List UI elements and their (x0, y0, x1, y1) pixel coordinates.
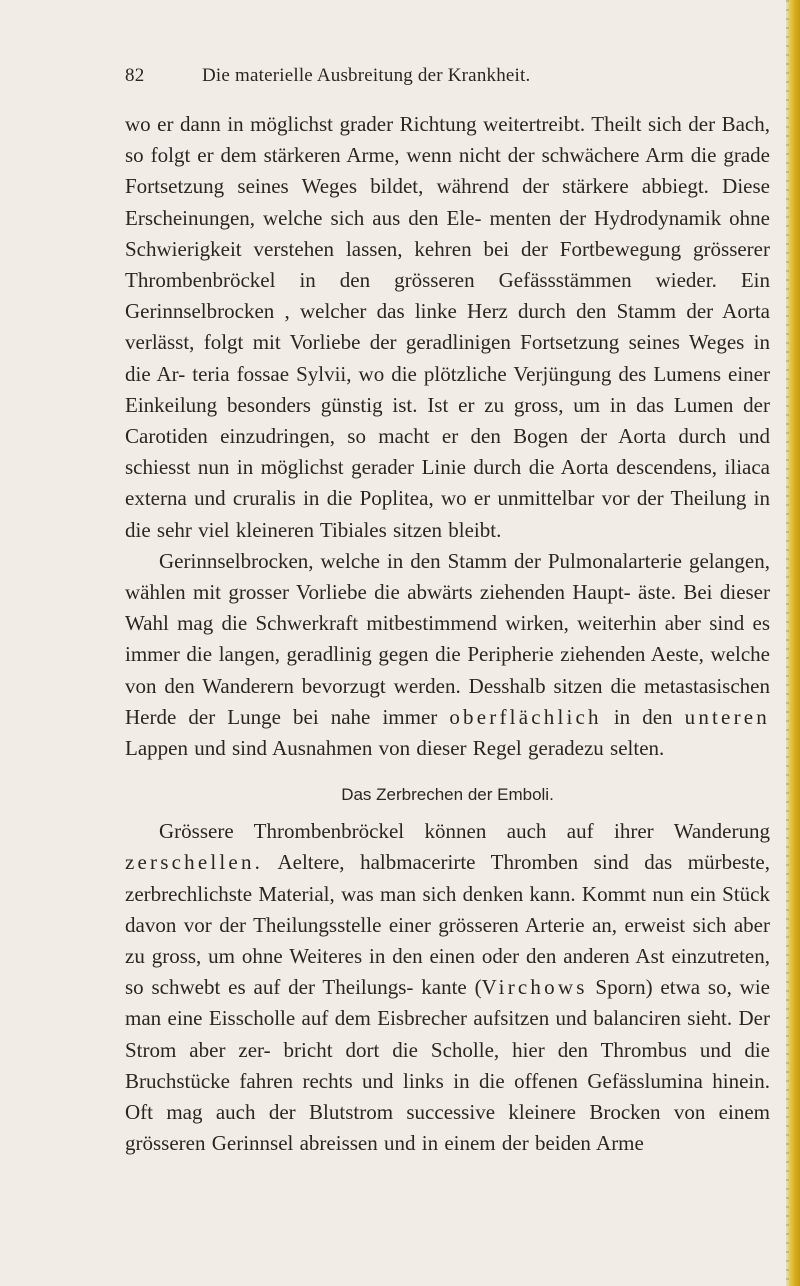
paragraph-2-text-b: in den (613, 704, 673, 729)
paragraph-2 (125, 546, 770, 764)
paragraph-2-text-a: Gerinnselbrocken, welche in den Stamm der Pulmonalarterie gelangen, wählen mit grosser Vorliebe die abwärts ziehenden Haupt- äste. Bei dieser Wahl mag die Schwerkraft mitbestimmend wirken, weiterhin aber sind es immer die langen, geradlinig gegen die Peripherie ziehenden Aeste, welche von den Wanderern bevorzugt werden. Desshalb sitzen die metastasischen Herde der Lunge bei nahe immer (125, 548, 770, 729)
body-text (125, 109, 770, 1160)
paragraph-3-text-b: Aeltere, halbmacerirte Thromben sind das mürbeste, zerbrechlichste Material, was man sich denken kann. Kommt nun ein Stück davon vor der Theilungsstelle einer grösseren Arterie an, erweist sich aber zu gross, um ohne Weiteres in den einen oder den anderen Ast einzutreten, so schwebt es auf der Theilungs- kante ( (125, 850, 770, 1000)
paragraph-3 (125, 816, 770, 1159)
emphasis-virchows: Virchows (481, 975, 588, 1000)
page-edge (786, 0, 800, 1286)
section-heading: Das Zerbrechen der Emboli. (341, 785, 554, 805)
paragraph-1-text: wo er dann in möglichst grader Richtung weitertreibt. Theilt sich der Bach, so folgt er dem stärkeren Arme, wenn nicht der schwächere Arm die grade Fortsetzung seines Weges bildet, während der stärkere abbiegt. Diese Erscheinungen, welche sich aus den Ele- menten der Hydrodynamik ohne Schwierigkeit verstehen lassen, kehren bei der Fortbewegung grösserer Thrombenbröckel in den grösseren Gefässstämmen wieder. Ein Gerinnselbrocken , welcher das linke Herz durch den Stamm der Aorta verlässt, folgt mit Vorliebe der geradlinigen Fortsetzung seines Weges in die Ar- teria fossae Sylvii, wo die plötzliche Verjüngung des Lumens einer Einkeilung besonders günstig ist. Ist er zu gross, um in das Lumen der Carotiden einzudringen, so macht er den Bogen der Aorta durch und schiesst nun in möglichst gerader Linie durch die Aorta descendens, iliaca externa und cruralis in die Poplitea, wo er unmittelbar vor der Theilung in die sehr viel kleineren Tibiales sitzen bleibt. (125, 112, 770, 542)
emphasis-oberflaechlich: oberflächlich (449, 704, 602, 729)
paragraph-1 (125, 109, 770, 546)
running-title: Die materielle Ausbreitung der Krankheit. (202, 65, 531, 86)
emphasis-unteren: unteren (684, 704, 770, 729)
paragraph-3-text-c: Sporn) etwa so, wie man eine Eisscholle auf dem Eisbrecher aufsitzen und balanciren sieht. Der Strom aber zer- bricht dort die Scholle, hier den Thrombus und die Bruchstücke fahren rechts und links in die offenen Gefässlumina hinein. Oft mag auch der Blutstrom successive kleinere Brocken von einem grösseren Gerinnsel abreissen und in einem der beiden Arme (125, 975, 770, 1156)
emphasis-zerschellen: zerschellen. (125, 850, 264, 875)
paragraph-3-text-a: Grössere Thrombenbröckel können auch auf ihrer Wanderung (159, 819, 770, 844)
page-header (125, 61, 790, 91)
paragraph-2-text-c: Lappen und sind Ausnahmen von dieser Regel geradezu selten. (125, 736, 665, 761)
page-number: 82 (125, 65, 145, 86)
